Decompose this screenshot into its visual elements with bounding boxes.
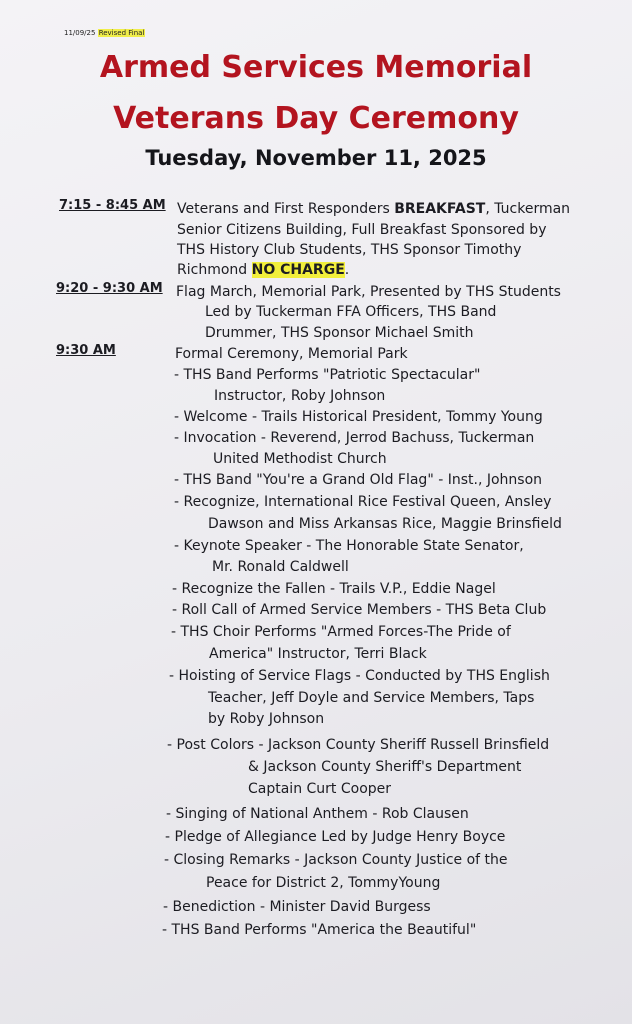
time-ceremony: 9:30 AM [56,343,116,358]
ceremony-line: - Closing Remarks - Jackson County Justice of the [164,852,508,868]
breakfast-line-4: Richmond NO CHARGE. [177,262,350,278]
revision-note [64,29,145,37]
title-line-2: Veterans Day Ceremony [113,101,519,136]
ceremony-line: - THS Choir Performs "Armed Forces-The Pride of [171,624,511,640]
ceremony-line: America" Instructor, Terri Black [209,646,427,662]
title-line-1: Armed Services Memorial [99,50,533,85]
breakfast-line-2: Senior Citizens Building, Full Breakfast Sponsored by [177,222,547,238]
ceremony-line: - Invocation - Reverend, Jerrod Bachuss, Tuckerman [174,430,535,446]
breakfast-line-1: Veterans and First Responders BREAKFAST, Tuckerman [177,201,571,217]
ceremony-line: - Keynote Speaker - The Honorable State Senator, [174,538,524,554]
ceremony-line: - Post Colors - Jackson County Sheriff Russell Brinsfield [167,737,550,753]
ceremony-line: Mr. Ronald Caldwell [212,559,349,575]
ceremony-line: - Hoisting of Service Flags - Conducted by THS English [169,668,550,684]
flag-march-line-3: Drummer, THS Sponsor Michael Smith [205,325,474,341]
event-date: Tuesday, November 11, 2025 [145,146,487,170]
ceremony-line: - THS Band Performs "America the Beautiful" [162,922,477,938]
ceremony-line: - Benediction - Minister David Burgess [163,899,431,915]
time-breakfast: 7:15 - 8:45 AM [59,198,166,213]
ceremony-line: Instructor, Roby Johnson [214,388,386,404]
revision-date: 11/09/25 [64,29,96,37]
flag-march-line-1: Flag March, Memorial Park, Presented by THS Students [176,284,561,300]
ceremony-line: & Jackson County Sheriff's Department [248,759,522,775]
ceremony-line: - Roll Call of Armed Service Members - THS Beta Club [172,602,547,618]
ceremony-line: - Pledge of Allegiance Led by Judge Henry Boyce [165,829,506,845]
ceremony-line: Captain Curt Cooper [248,781,392,797]
revision-status: Revised Final [98,29,145,37]
ceremony-line: Dawson and Miss Arkansas Rice, Maggie Brinsfield [208,516,562,532]
flag-march-line-2: Led by Tuckerman FFA Officers, THS Band [205,304,497,320]
ceremony-line: - Welcome - Trails Historical President, Tommy Young [174,409,543,425]
ceremony-line: Teacher, Jeff Doyle and Service Members, Taps [208,690,535,706]
ceremony-line: by Roby Johnson [208,711,325,727]
ceremony-line: - Recognize the Fallen - Trails V.P., Eddie Nagel [172,581,496,597]
ceremony-line: United Methodist Church [213,451,387,467]
time-flag-march: 9:20 - 9:30 AM [56,281,163,296]
no-charge-highlight: NO CHARGE [251,262,345,278]
ceremony-line: - THS Band Performs "Patriotic Spectacular" [174,367,481,383]
ceremony-line: Peace for District 2, TommyYoung [206,875,441,891]
ceremony-line: - Recognize, International Rice Festival Queen, Ansley [174,494,552,510]
ceremony-line: Formal Ceremony, Memorial Park [175,346,408,362]
ceremony-line: - THS Band "You're a Grand Old Flag" - Inst., Johnson [174,472,543,488]
breakfast-line-3: THS History Club Students, THS Sponsor Timothy [177,242,522,258]
ceremony-line: - Singing of National Anthem - Rob Clausen [166,806,469,822]
breakfast-bold: BREAKFAST [394,201,486,217]
